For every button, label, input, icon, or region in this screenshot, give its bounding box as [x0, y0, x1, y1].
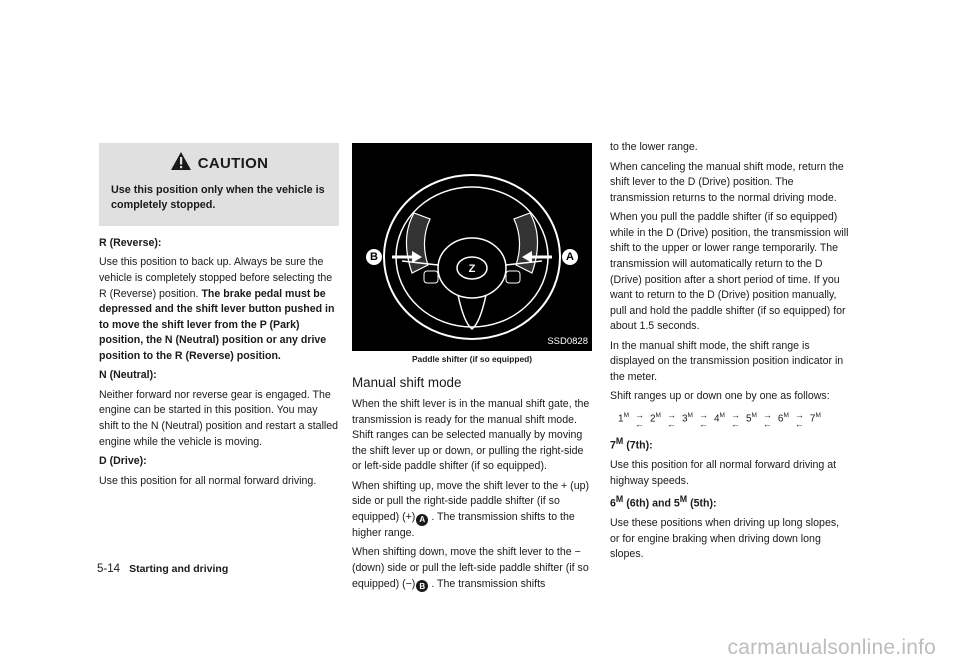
7th-sup: M	[615, 436, 624, 446]
gear-2	[650, 411, 661, 427]
gear-number: 2	[649, 413, 656, 425]
7th-number: 7	[610, 439, 616, 452]
arrow-up-icon: →	[762, 410, 772, 420]
shift-up-text-end: . The transmission shifts to the higher range.	[352, 510, 575, 539]
indicator-text: In the manual shift mode, the shift range is displayed on the transmission position indicator in the meter.	[610, 339, 844, 383]
gear-1	[618, 411, 629, 427]
label-a-badge: A	[562, 249, 578, 265]
paddle-drive-text: When you pull the paddle shifter (if so equipped) while in the D (Drive) position, the transmission will shift to the upper or lower range temporarily. The transmission will automatically return to the D (Drive) position after a short period of time. If you want to return to the D (Drive) position manually, pull and hold the paddle shifter (if so equipped) for about 1.5 seconds.	[610, 211, 849, 333]
arrow-down-icon: ←	[634, 419, 644, 429]
label-b-icon: B	[416, 580, 428, 592]
gear-6	[778, 411, 789, 427]
gear-mode: M	[751, 412, 757, 419]
6th-number: 6	[610, 497, 616, 510]
gear-4	[714, 411, 725, 427]
gear-mode: M	[623, 412, 629, 419]
manual-shift-paragraph-3	[352, 545, 592, 592]
manual-shift-paragraph-2	[352, 479, 592, 542]
neutral-text: Neither forward nor reverse gear is engaged. The engine can be started in this position. You may shift to the N (Neutral) position and restart a stalled engine while the vehicle is moving.	[99, 388, 339, 448]
7th-rest: (7th):	[623, 439, 653, 452]
cancel-manual-text: When canceling the manual shift mode, return the shift lever to the D (Drive) position. The transmission returns to the normal driving mode.	[610, 160, 844, 204]
right-column	[610, 140, 850, 567]
gear-mode: M	[655, 412, 661, 419]
shift-down-text: When shifting down, move the shift lever to the − (down) side or pull the left-side paddle shifter (if so equipped) (−)	[352, 546, 589, 590]
arrow-down-icon: ←	[794, 419, 804, 429]
watermark: carmanualsonline.info	[727, 636, 936, 659]
sequence-intro: Shift ranges up or down one by one as follows:	[610, 390, 830, 403]
shift-arrows-icon	[699, 411, 708, 429]
arrow-up-icon: →	[794, 410, 804, 420]
shift-arrows-icon	[667, 411, 676, 429]
warning-triangle-icon	[170, 151, 192, 177]
6th-5th-text: Use these positions when driving up long slopes, or for engine braking when driving down long slopes.	[610, 517, 840, 561]
page-footer	[97, 563, 228, 575]
drive-text: Use this position for all normal forward driving.	[99, 474, 317, 487]
7th-text: Use this position for all normal forward driving at highway speeds.	[610, 459, 837, 487]
6th-5th-heading	[610, 493, 850, 512]
gear-5	[746, 411, 757, 427]
reverse-heading: R (Reverse):	[99, 236, 162, 249]
reverse-warning-text: The brake pedal must be depressed and the shift lever button pushed in to move the shift lever from the P (Park) position, the N (Neutral) position or any drive position to the R (Reverse) position.	[99, 287, 335, 362]
arrow-down-icon: ←	[698, 419, 708, 429]
svg-text:Z: Z	[468, 263, 476, 275]
shift-up-text: When shifting up, move the shift lever to the + (up) side or pull the right-side paddle shifter (if so equipped) (+)	[352, 479, 590, 523]
arrow-up-icon: →	[666, 410, 676, 420]
gear-number: 3	[681, 413, 688, 425]
6th-mid: (6th) and	[623, 497, 674, 510]
gear-mode: M	[783, 412, 789, 419]
arrow-down-icon: ←	[666, 419, 676, 429]
shift-arrows-icon	[635, 411, 644, 429]
gear-number: 1	[618, 413, 624, 425]
left-column	[99, 143, 339, 493]
gear-number: 7	[809, 413, 816, 425]
caution-header	[111, 151, 327, 177]
5th-rest: (5th):	[687, 497, 717, 510]
figure-caption: Paddle shifter (if so equipped)	[411, 354, 533, 364]
gear-3	[682, 411, 693, 427]
label-a-icon: A	[416, 514, 428, 526]
5th-number: 5	[673, 497, 680, 510]
arrow-up-icon: →	[698, 410, 708, 420]
reverse-paragraph	[99, 255, 339, 364]
gear-mode: M	[719, 412, 725, 419]
page-number: 5-14	[97, 563, 121, 575]
5th-sup: M	[679, 494, 688, 505]
middle-column	[352, 143, 592, 596]
continued-text: to the lower range.	[610, 141, 698, 153]
arrow-up-icon: →	[730, 410, 740, 420]
label-b-badge: B	[366, 249, 382, 265]
arrow-down-icon: ←	[730, 419, 740, 429]
6th-sup: M	[615, 494, 624, 505]
gear-7	[810, 411, 821, 427]
figure-code: SSD0828	[547, 336, 588, 348]
shift-arrows-icon	[795, 411, 804, 429]
manual-shift-paragraph-1: When the shift lever is in the manual shift gate, the transmission is ready for the manual shift mode. Shift ranges can be selected manually by moving the shift lever up or down, or pulling the right-side or left-side paddle shifter (if so equipped).	[352, 398, 590, 473]
neutral-heading: N (Neutral):	[99, 369, 157, 382]
arrow-down-icon: ←	[762, 419, 772, 429]
7th-heading	[610, 435, 850, 454]
gear-mode: M	[815, 412, 821, 419]
shift-down-text-end: . The transmission shifts	[431, 577, 546, 590]
gear-mode: M	[687, 412, 693, 419]
arrow-up-icon: →	[634, 410, 644, 420]
drive-heading: D (Drive):	[99, 455, 147, 468]
paddle-shifter-figure	[352, 143, 592, 351]
shift-arrows-icon	[731, 411, 740, 429]
caution-title: CAUTION	[197, 154, 269, 172]
footer-section: Starting and driving	[129, 563, 229, 575]
caution-text: Use this position only when the vehicle is completely stopped.	[111, 183, 325, 212]
shift-arrows-icon	[763, 411, 772, 429]
gear-number: 6	[777, 413, 784, 425]
caution-box	[99, 143, 339, 226]
gear-number: 5	[745, 413, 752, 425]
section-title: Manual shift mode	[352, 375, 462, 391]
gear-number: 4	[713, 413, 720, 425]
shift-sequence	[618, 411, 850, 429]
reverse-text: Use this position to back up. Always be sure the vehicle is completely stopped before selecting the R (Reverse) position.	[99, 256, 333, 300]
steering-wheel-illustration	[352, 143, 592, 351]
